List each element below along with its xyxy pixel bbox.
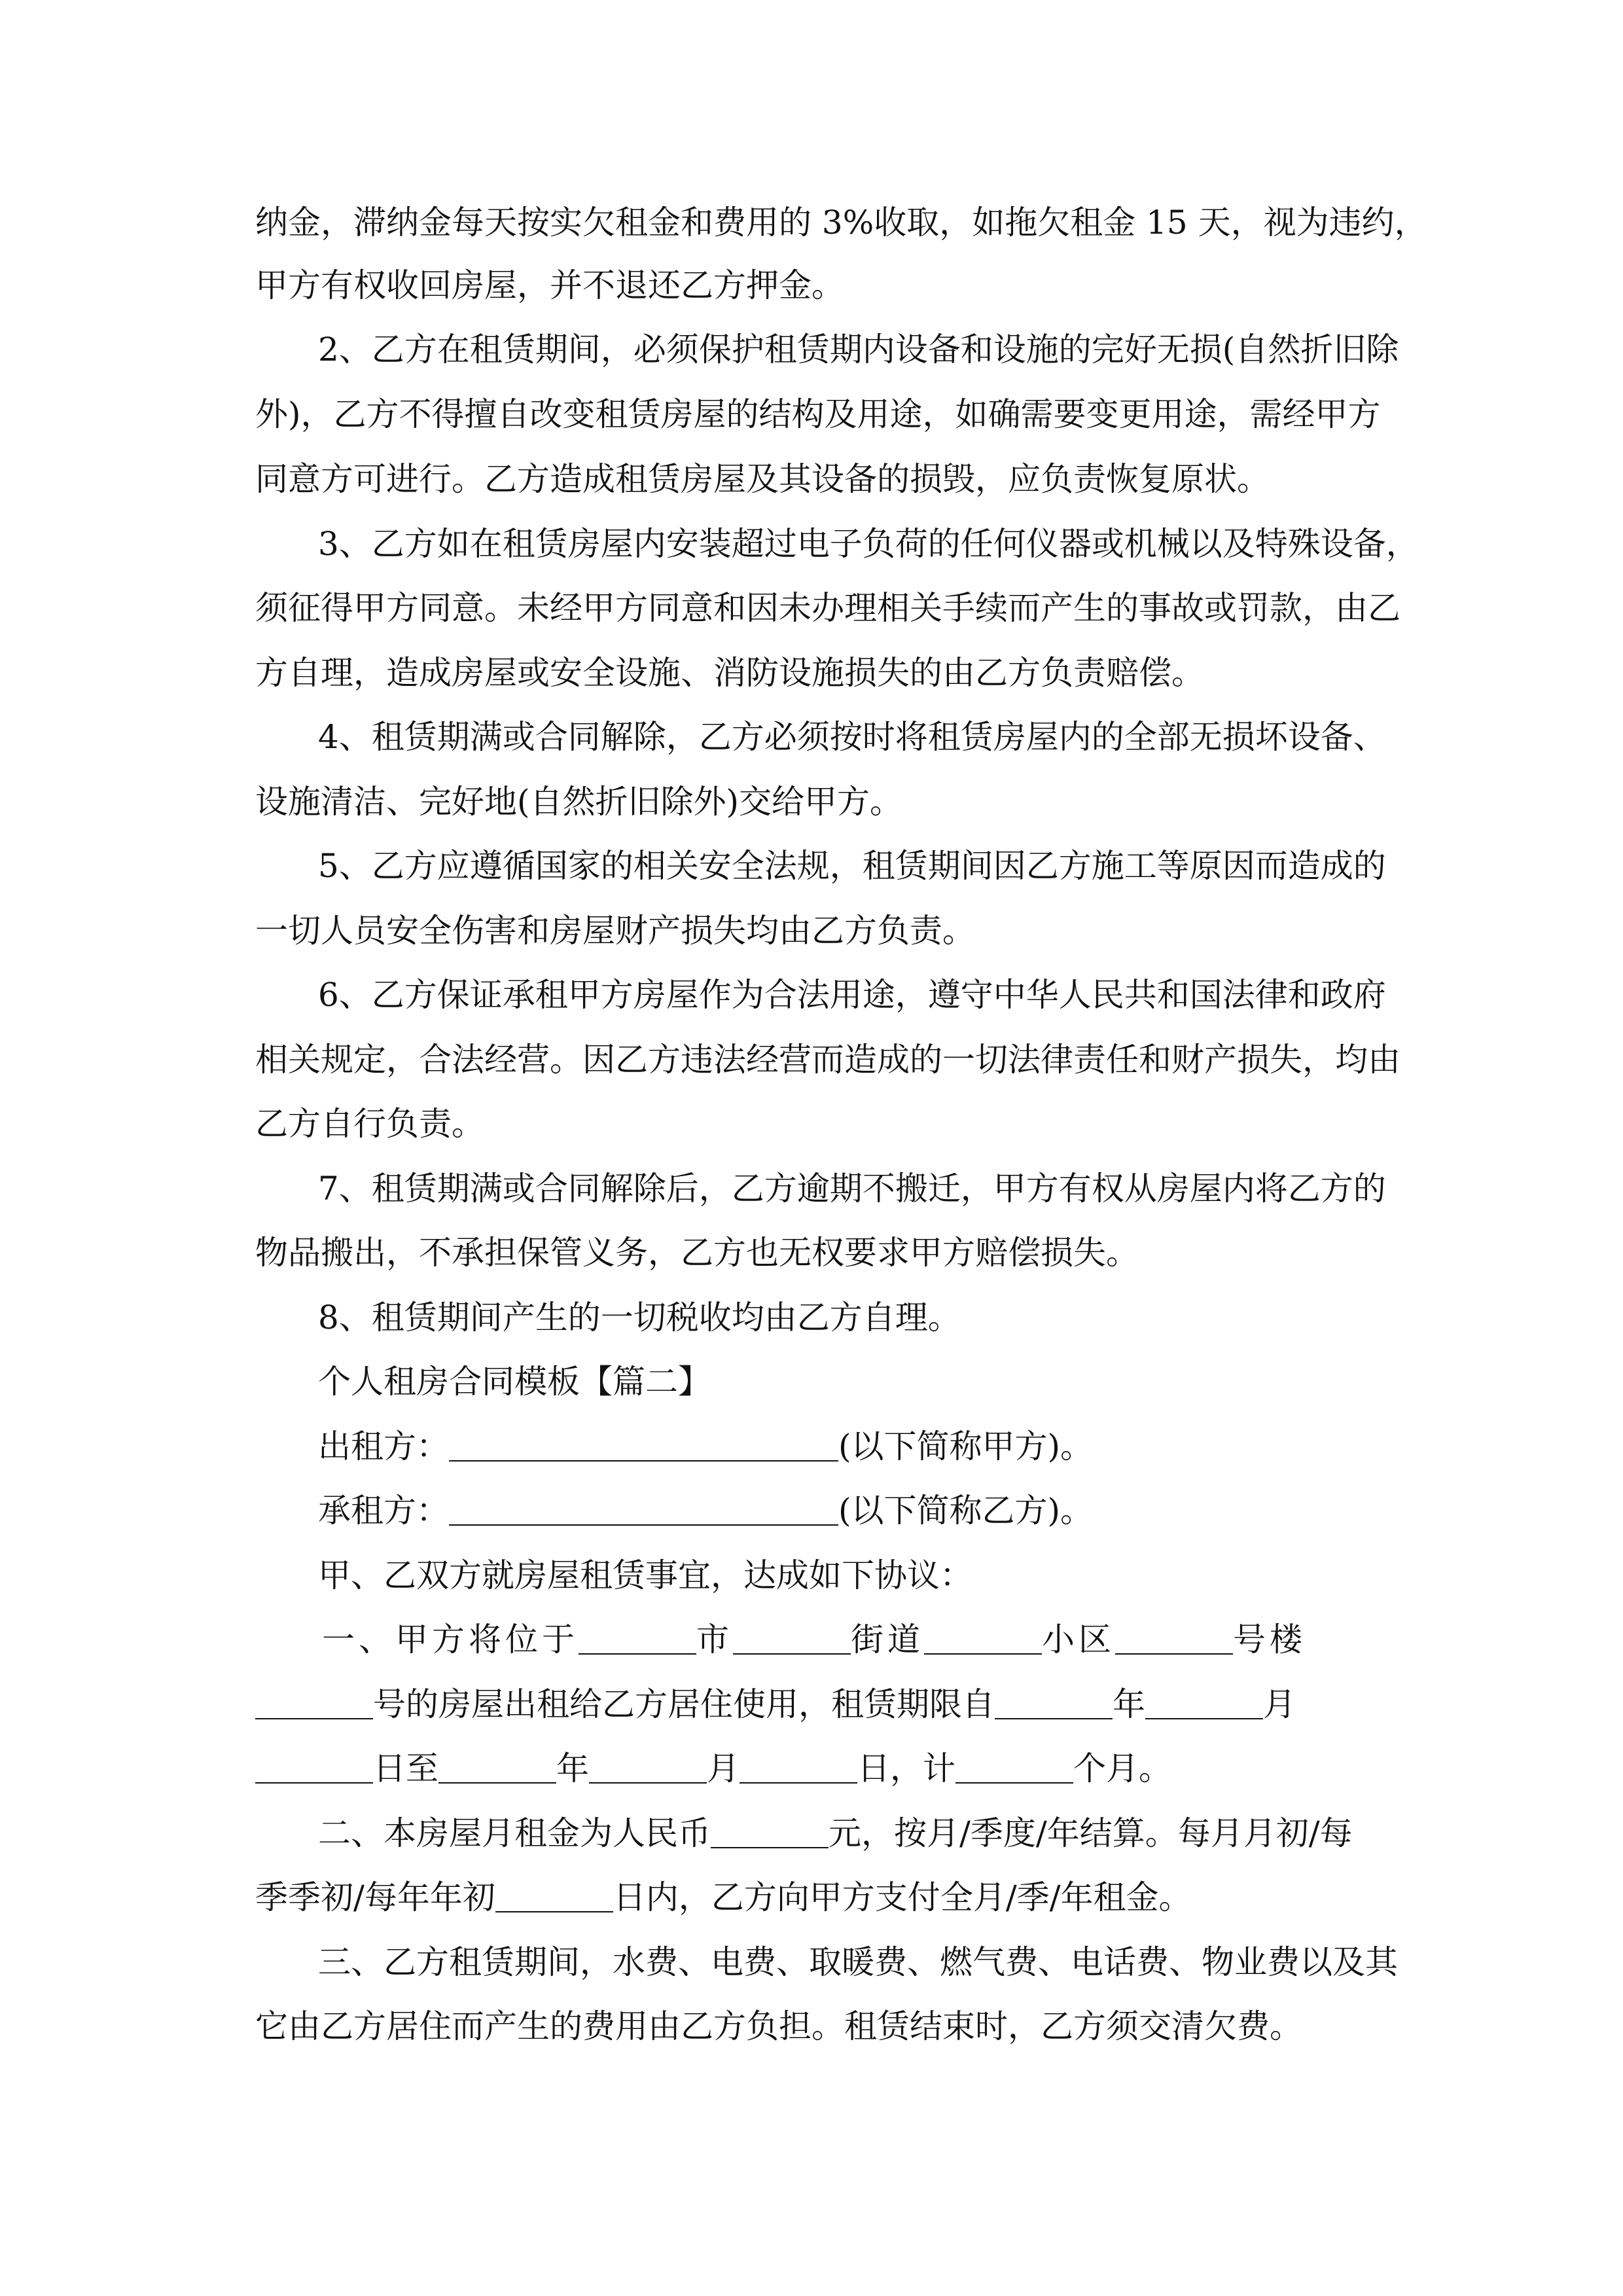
clause-3-line-1: 三、乙方租赁期间，水费、电费、取暖费、燃气费、电话费、物业费以及其 <box>318 1943 1398 1981</box>
text-line: 7、租赁期满或合同解除后，乙方逾期不搬迁，甲方有权从房屋内将乙方的 <box>318 1170 1386 1208</box>
clause-text: 号楼 <box>1233 1621 1306 1659</box>
text-line: 外)，乙方不得擅自改变租赁房屋的结构及用途，如确需要变更用途，需经甲方 <box>255 395 1381 433</box>
text-line: 8、租赁期间产生的一切税收均由乙方自理。 <box>318 1299 961 1336</box>
clause-text: 市 <box>696 1621 733 1659</box>
end-year-blank[interactable] <box>438 1751 556 1784</box>
start-day-blank[interactable] <box>255 1751 373 1784</box>
clause-text: 号的房屋出租给乙方居住使用，租赁期限自 <box>373 1685 995 1723</box>
clause-text: 小区 <box>1042 1621 1115 1659</box>
clause-text: 元，按月/季度/年结算。每月月初/每 <box>829 1814 1353 1852</box>
lessee-line <box>318 1491 1093 1530</box>
text-line: 3、乙方如在租赁房屋内安装超过电子负荷的任何仪器或机械以及特殊设备， <box>318 525 1419 563</box>
clause-text: 一、甲方将位于 <box>322 1621 579 1659</box>
clause-text: 季季初/每年年初 <box>255 1878 495 1916</box>
lessor-line <box>318 1427 1093 1466</box>
clause-text: 个月。 <box>1073 1749 1171 1787</box>
clause-text: 日，计 <box>857 1749 955 1787</box>
clause-2-line-2 <box>255 1878 1192 1917</box>
lessor-name-blank[interactable] <box>449 1429 838 1462</box>
text-line: 物品搬出，不承担保管义务，乙方也无权要求甲方赔偿损失。 <box>255 1234 1139 1272</box>
agreement-intro: 甲、乙双方就房屋租赁事宜，达成如下协议： <box>318 1556 972 1594</box>
clause-2-line-1 <box>318 1814 1353 1853</box>
clause-text: 年 <box>1113 1685 1145 1723</box>
room-number-blank[interactable] <box>255 1687 373 1719</box>
text-line: 方自理，造成房屋或安全设施、消防设施损失的由乙方负责赔偿。 <box>255 654 1204 692</box>
text-line: 同意方可进行。乙方造成租赁房屋及其设备的损毁，应负责恢复原状。 <box>255 460 1270 498</box>
text-line: 甲方有权收回房屋，并不退还乙方押金。 <box>255 266 844 304</box>
text-line: 5、乙方应遵循国家的相关安全法规，租赁期间因乙方施工等原因而造成的 <box>318 847 1386 885</box>
clause-text: 二、本房屋月租金为人民币 <box>318 1814 711 1852</box>
text-line: 4、租赁期满或合同解除，乙方必须按时将租赁房屋内的全部无损坏设备、 <box>318 718 1386 756</box>
section-heading: 个人租房合同模板【篇二】 <box>318 1363 711 1401</box>
end-day-blank[interactable] <box>740 1751 857 1784</box>
text-line: 2、乙方在租赁期间，必须保护租赁期内设备和设施的完好无损(自然折旧除 <box>318 331 1399 368</box>
lessee-name-blank[interactable] <box>449 1493 838 1526</box>
text-line: 设施清洁、完好地(自然折旧除外)交给甲方。 <box>255 783 903 821</box>
clause-1-line-2 <box>255 1685 1296 1724</box>
clause-1-line-1 <box>322 1620 1306 1659</box>
lessee-label: 承租方： <box>318 1492 449 1530</box>
text-line: 乙方自行负责。 <box>255 1105 484 1143</box>
lessor-suffix: (以下简称甲方)。 <box>838 1427 1094 1465</box>
text-line: 6、乙方保证承租甲方房屋作为合法用途，遵守中华人民共和国法律和政府 <box>318 976 1386 1014</box>
clause-text: 街道 <box>851 1621 924 1659</box>
start-month-blank[interactable] <box>1145 1687 1263 1719</box>
lessor-label: 出租方： <box>318 1427 449 1465</box>
community-blank[interactable] <box>924 1622 1042 1655</box>
clause-1-line-3 <box>255 1749 1171 1788</box>
text-line: 相关规定，合法经营。因乙方违法经营而造成的一切法律责任和财产损失，均由 <box>255 1041 1400 1079</box>
building-blank[interactable] <box>1115 1622 1233 1655</box>
clause-text: 年 <box>556 1749 589 1787</box>
clause-text: 日内，乙方向甲方支付全月/季/年租金。 <box>613 1878 1192 1916</box>
clause-text: 日至 <box>373 1749 438 1787</box>
months-count-blank[interactable] <box>955 1751 1073 1784</box>
clause-text: 月 <box>707 1749 740 1787</box>
text-line: 纳金，滞纳金每天按实欠租金和费用的 3%收取，如拖欠租金 15 天，视为违约， <box>255 204 1427 242</box>
clause-3-line-2: 它由乙方居住而产生的费用由乙方负担。租赁结束时，乙方须交清欠费。 <box>255 2007 1302 2045</box>
monthly-rent-blank[interactable] <box>711 1816 829 1848</box>
payment-days-blank[interactable] <box>495 1880 613 1912</box>
lessee-suffix: (以下简称乙方)。 <box>838 1492 1094 1530</box>
street-blank[interactable] <box>733 1622 851 1655</box>
text-line: 须征得甲方同意。未经甲方同意和因未办理相关手续而产生的事故或罚款，由乙 <box>255 589 1400 627</box>
clause-text: 月 <box>1263 1685 1296 1723</box>
text-line: 一切人员安全伤害和房屋财产损失均由乙方负责。 <box>255 912 975 950</box>
end-month-blank[interactable] <box>589 1751 707 1784</box>
city-blank[interactable] <box>579 1622 696 1655</box>
start-year-blank[interactable] <box>995 1687 1113 1719</box>
